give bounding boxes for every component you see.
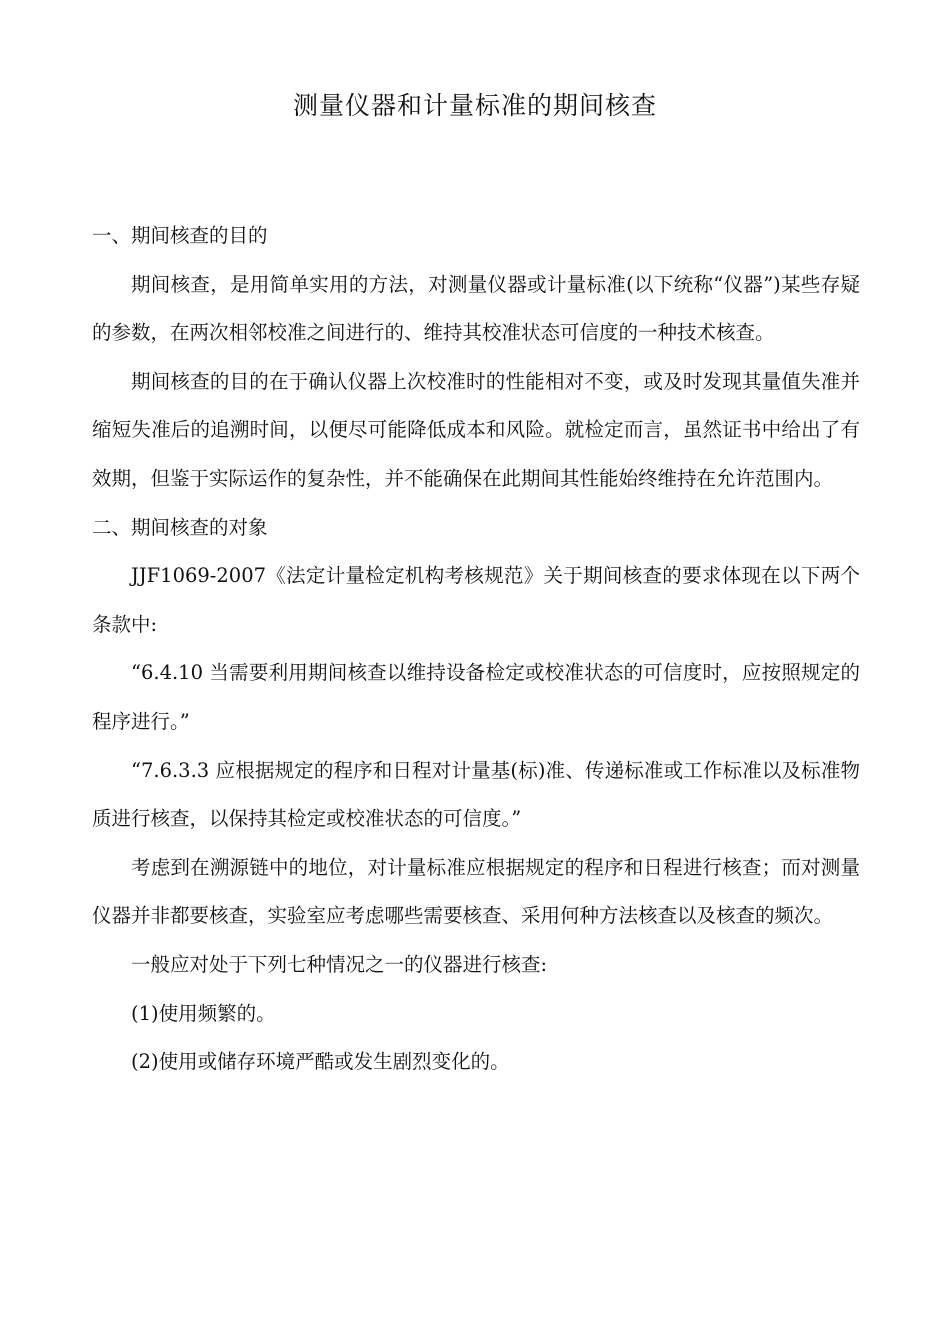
section-heading-object: 二、期间核查的对象: [92, 515, 268, 539]
list-item: (2)使用或储存环境严酷或发生剧烈变化的。: [131, 1050, 510, 1074]
paragraph: 一般应对处于下列七种情况之一的仪器进行核查:: [131, 952, 548, 976]
paragraph: JJF1069-2007《法定计量检定机构考核规范》关于期间核查的要求体现在以下两个条款中:: [92, 564, 860, 636]
paragraph: “7.6.3.3 应根据规定的程序和日程对计量基(标)准、传递标准或工作标准以及标准物质进行核查，以保持其检定或校准状态的可信度。”: [92, 758, 860, 831]
document-title: 测量仪器和计量标准的期间核查: [292, 91, 657, 120]
paragraph: 期间核查的目的在于确认仪器上次校准时的性能相对不变，或及时发现其量值失准并缩短失准后的追溯时间，以便尽可能降低成本和风险。就检定而言，虽然证书中给出了有效期，但鉴于实际运作的复杂性，并不能确保在此期间其性能始终维持在允许范围内。: [92, 369, 860, 490]
paragraph: “6.4.10 当需要利用期间核查以维持设备检定或校准状态的可信度时，应按照规定的程序进行。”: [92, 661, 860, 733]
section-heading-purpose: 一、期间核查的目的: [92, 224, 268, 247]
document-body: [92, 212, 860, 1087]
list-item: (1)使用频繁的。: [131, 1001, 276, 1025]
paragraph: 期间核查，是用简单实用的方法，对测量仪器或计量标准(以下统称“仪器”)某些存疑的参数，在两次相邻校准之间进行的、维持其校准状态可信度的一种技术核查。: [92, 272, 860, 345]
paragraph: 考虑到在溯源链中的地位，对计量标准应根据规定的程序和日程进行核查；而对测量仪器并非都要核查，实验室应考虑哪些需要核查、采用何种方法核查以及核查的频次。: [92, 855, 860, 928]
